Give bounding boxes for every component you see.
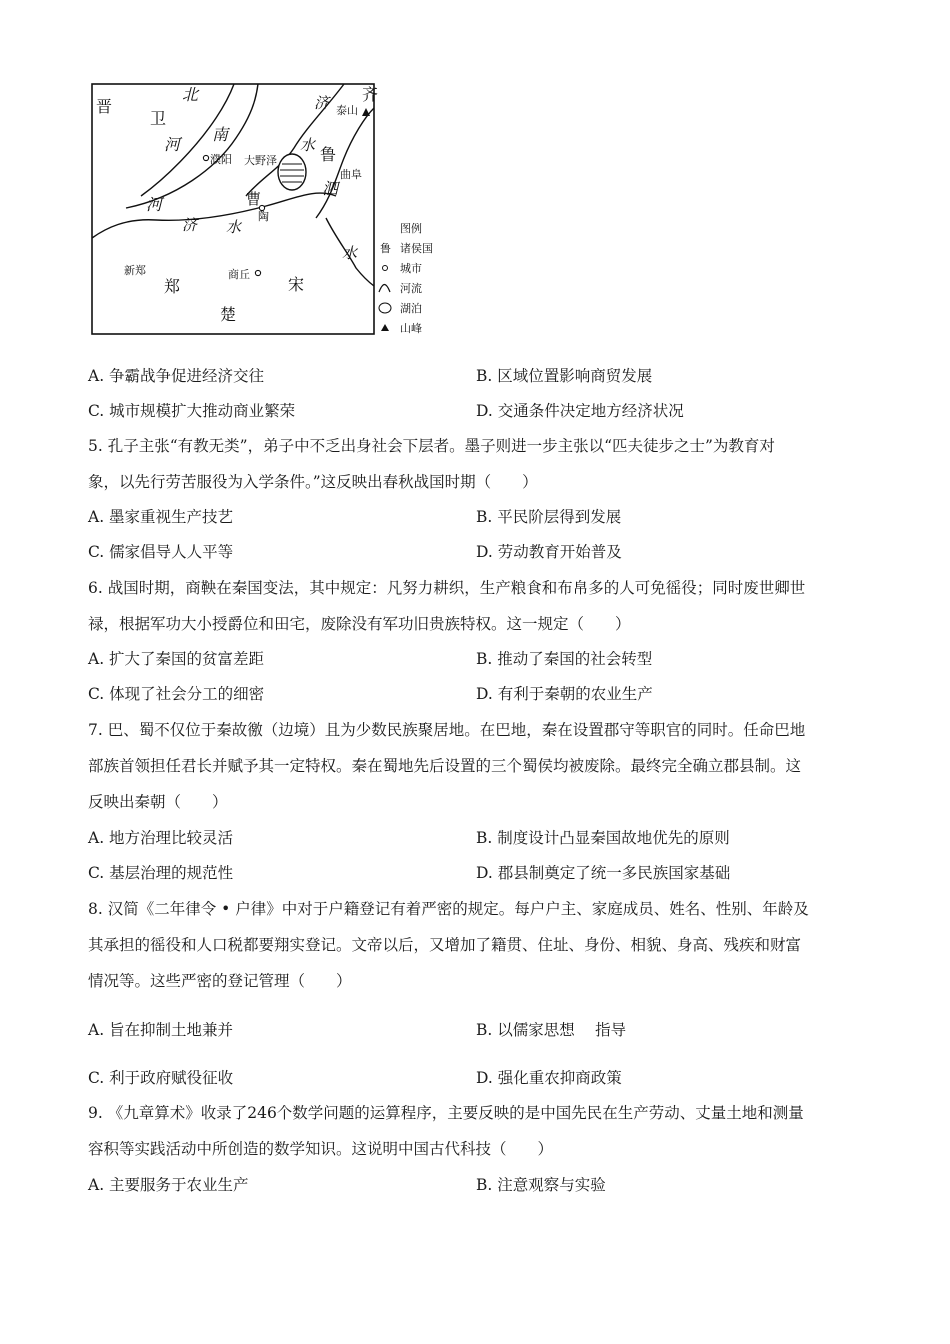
legend-state-symbol: 鲁 [380, 242, 391, 255]
map-legend [379, 221, 433, 335]
label-shui3: 水 [342, 244, 358, 262]
label-he2: 河 [146, 195, 163, 214]
ji-river-south [92, 193, 336, 238]
q7-option-a: A. 地方治理比较灵活 [88, 829, 234, 847]
label-shui1: 水 [226, 218, 242, 236]
q6-option-d: D. 有利于秦朝的农业生产 [476, 685, 653, 703]
label-he1: 河 [164, 135, 181, 154]
label-shangqiu: 商丘 [228, 268, 250, 281]
q9-option-a: A. 主要服务于农业生产 [88, 1176, 249, 1194]
puyang-city-icon [203, 155, 208, 160]
label-puyang: 濮阳 [210, 153, 232, 166]
q5-option-d: D. 劳动教育开始普及 [476, 543, 622, 561]
label-nan: 南 [212, 125, 229, 144]
label-chu: 楚 [220, 305, 237, 324]
q5-stem-line2: 象，以先行劳苦服役为入学条件。”这反映出春秋战国时期（ ） [88, 473, 538, 491]
q8-option-a: A. 旨在抑制土地兼并 [88, 1021, 234, 1039]
label-si: 泗 [322, 179, 339, 198]
q8-option-b: B. 以儒家思想 指导 [476, 1021, 627, 1039]
map-frame [92, 84, 374, 334]
taishan-peak-icon [362, 108, 370, 116]
q8-stem-line1: 8. 汉简《二年律令 • 户律》中对于户籍登记有着严密的规定。每户户主、家庭成员、姓名、性别、年龄及 [88, 900, 809, 918]
q9-stem-line2: 容积等实践活动中所创造的数学知识。这说明中国古代科技（ ） [88, 1140, 554, 1158]
q4-option-d: D. 交通条件决定地方经济状况 [476, 402, 684, 420]
q7-option-c: C. 基层治理的规范性 [88, 864, 234, 882]
legend-lake-icon [379, 303, 391, 313]
label-wei: 卫 [150, 109, 167, 128]
q7-stem-line3: 反映出秦朝（ ） [88, 793, 228, 811]
q5-option-a: A. 墨家重视生产技艺 [88, 508, 234, 526]
q8-stem-line3: 情况等。这些严密的登记管理（ ） [88, 972, 352, 990]
q4-option-a: A. 争霸战争促进经济交往 [88, 367, 265, 385]
q9-stem-line1: 9. 《九章算术》收录了246个数学问题的运算程序，主要反映的是中国先民在生产劳动、丈量土地和测量 [88, 1104, 804, 1122]
legend-state-label: 诸侯国 [400, 242, 433, 255]
label-zheng: 郑 [164, 277, 181, 296]
q8-option-d: D. 强化重农抑商政策 [476, 1069, 622, 1087]
q4-option-c: C. 城市规模扩大推动商业繁荣 [88, 402, 296, 420]
label-tao: 陶 [258, 210, 269, 223]
q5-option-b: B. 平民阶层得到发展 [476, 508, 622, 526]
q6-stem-line1: 6. 战国时期，商鞅在秦国变法，其中规定：凡努力耕织，生产粮食和布帛多的人可免徭役；同时废世卿世 [88, 579, 806, 597]
q7-option-b: B. 制度设计凸显秦国故地优先的原则 [476, 829, 730, 847]
q8-option-c: C. 利于政府赋役征收 [88, 1069, 234, 1087]
q5-stem-line1: 5. 孔子主张“有教无类”，弟子中不乏出身社会下层者。墨子则进一步主张以“匹夫徒步之士”为教育对 [88, 437, 775, 455]
label-cao: 曹 [246, 190, 262, 208]
label-daye: 大野泽 [244, 154, 277, 167]
daye-lake [278, 154, 306, 190]
q7-stem-line2: 部族首领担任君长并赋予其一定特权。秦在蜀地先后设置的三个蜀侯均被废除。最终完全确立郡县制。这 [88, 757, 802, 775]
q6-option-c: C. 体现了社会分工的细密 [88, 685, 265, 703]
label-qufu: 曲阜 [340, 168, 362, 181]
legend-title: 图例 [400, 222, 422, 235]
legend-city-label: 城市 [400, 262, 422, 275]
legend-river-icon [379, 285, 390, 293]
q8-stem-line2: 其承担的徭役和人口税都要翔实登记。文帝以后，又增加了籍贯、住址、身份、相貌、身高、残疾和财富 [88, 936, 802, 954]
label-shui2: 水 [300, 136, 316, 154]
label-bei: 北 [182, 85, 199, 104]
label-jin: 晋 [96, 97, 113, 116]
q6-option-b: B. 推动了秦国的社会转型 [476, 650, 653, 668]
label-ji2: 济 [314, 94, 330, 112]
historical-map [86, 78, 446, 340]
q4-option-b: B. 区域位置影响商贸发展 [476, 367, 653, 385]
q9-option-b: B. 注意观察与实验 [476, 1176, 606, 1194]
q6-stem-line2: 禄，根据军功大小授爵位和田宅，废除没有军功旧贵族特权。这一规定（ ） [88, 615, 631, 633]
label-qi: 齐 [362, 85, 379, 104]
q7-stem-line1: 7. 巴、蜀不仅位于秦故徼（边境）且为少数民族聚居地。在巴地，秦在设置郡守等职官的同时。任命巴地 [88, 721, 806, 739]
label-song: 宋 [288, 275, 305, 294]
q6-option-a: A. 扩大了秦国的贫富差距 [88, 650, 265, 668]
label-ji1: 济 [182, 216, 198, 234]
shangqiu-city-icon [255, 270, 260, 275]
q7-option-d: D. 郡县制奠定了统一多民族国家基础 [476, 864, 731, 882]
label-lu: 鲁 [320, 145, 337, 164]
legend-river-label: 河流 [400, 282, 422, 295]
q5-option-c: C. 儒家倡导人人平等 [88, 543, 234, 561]
legend-peak-icon [381, 324, 389, 331]
legend-lake-label: 湖泊 [400, 302, 422, 315]
label-xinzheng: 新郑 [124, 264, 146, 277]
legend-peak-label: 山峰 [400, 322, 422, 335]
label-taishan: 泰山 [336, 104, 358, 117]
legend-city-icon [383, 266, 388, 271]
